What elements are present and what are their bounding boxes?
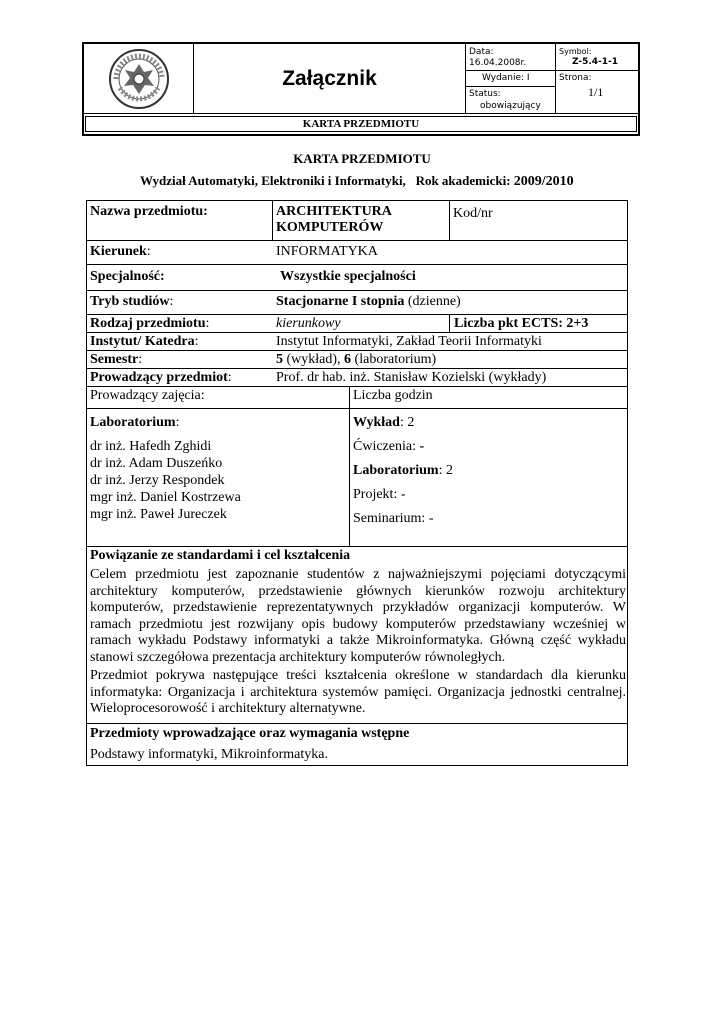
university-logo-icon bbox=[108, 48, 170, 110]
academic-year-value: 2009/2010 bbox=[513, 174, 574, 189]
code-label: Kod/nr bbox=[453, 206, 493, 221]
list-item: mgr inż. Paweł Jureczek bbox=[90, 507, 227, 522]
header-footer: KARTA PRZEDMIOTU bbox=[302, 118, 420, 130]
list-item: dr inż. Adam Duszeńko bbox=[90, 456, 223, 471]
hours-label: Liczba godzin bbox=[353, 388, 433, 403]
logo-cell bbox=[84, 44, 194, 114]
academic-year-label: Rok akademicki: bbox=[415, 173, 511, 188]
hours-exercises: Ćwiczenia: - bbox=[353, 439, 425, 454]
specialty-value: Wszystkie specjalności bbox=[280, 269, 416, 284]
hours-seminar: Seminarium: - bbox=[353, 511, 434, 526]
faculty-name: Wydział Automatyki, Elektroniki i Informatyki, bbox=[140, 173, 406, 188]
date-value: 16.04.2008r. bbox=[469, 58, 527, 68]
hours-lab: Laboratorium: 2 bbox=[353, 463, 453, 478]
document-title: KARTA PRZEDMIOTU bbox=[293, 151, 431, 166]
subject-name-line1: ARCHITEKTURA bbox=[276, 204, 392, 219]
type-value: kierunkowy bbox=[276, 316, 341, 331]
date-label: Data: bbox=[469, 47, 494, 57]
direction-row: Kierunek: bbox=[90, 244, 151, 259]
lecturer-row: Prowadzący przedmiot: bbox=[90, 370, 232, 385]
edition: Wydanie: I bbox=[482, 73, 530, 83]
prerequisites-value: Podstawy informatyki, Mikroinformatyka. bbox=[90, 747, 328, 762]
semester-row: Semestr: bbox=[90, 352, 143, 367]
header-meta-cell bbox=[466, 44, 556, 114]
hours-project: Projekt: - bbox=[353, 487, 406, 502]
list-item: mgr inż. Daniel Kostrzewa bbox=[90, 490, 241, 505]
institute-value: Instytut Informatyki, Zakład Teorii Informatyki bbox=[276, 334, 542, 349]
page-value: 1/1 bbox=[588, 85, 604, 99]
symbol-value: Z-5.4-1-1 bbox=[572, 57, 619, 67]
mode-value: Stacjonarne I stopnia (dzienne) bbox=[276, 294, 461, 309]
lecturer-value: Prof. dr hab. inż. Stanisław Kozielski (wykłady) bbox=[276, 370, 547, 385]
semester-value: 5 (wykład), 6 (laboratorium) bbox=[276, 352, 437, 367]
mode-row: Tryb studiów: bbox=[90, 294, 174, 309]
institute-row: Instytut/ Katedra: bbox=[90, 334, 199, 349]
subject-card-table bbox=[86, 200, 628, 766]
list-item: dr inż. Hafedh Zghidi bbox=[90, 439, 212, 454]
standards-paragraph-2: Przedmiot pokrywa następujące treści kształcenia określone w standardach dla kierunku informatyka: Organizacja i architektura systemów pamięci. Organizacja jednostki centralnej. Wieloprocesorowość i architektury alternatywne. bbox=[90, 668, 626, 717]
header-symbol-cell bbox=[556, 44, 638, 114]
lab-row: Laboratorium: bbox=[90, 415, 180, 430]
subject-label: Nazwa przedmiotu: bbox=[90, 204, 208, 219]
ects-value: Liczba pkt ECTS: 2+3 bbox=[454, 316, 589, 331]
subject-name-line2: KOMPUTERÓW bbox=[276, 220, 384, 235]
direction-value: INFORMATYKA bbox=[276, 244, 378, 259]
prerequisites-heading: Przedmioty wprowadzające oraz wymagania wstępne bbox=[90, 726, 410, 741]
hours-lecture: Wykład: 2 bbox=[353, 415, 415, 430]
page-label: Strona: bbox=[559, 73, 592, 83]
staff-label: Prowadzący zajęcia: bbox=[90, 388, 205, 403]
header-title: Załącznik bbox=[194, 44, 466, 114]
type-row: Rodzaj przedmiotu: bbox=[90, 316, 210, 331]
list-item: dr inż. Jerzy Respondek bbox=[90, 473, 225, 488]
symbol-label: Symbol: bbox=[559, 47, 592, 56]
document-header bbox=[82, 42, 640, 136]
standards-heading: Powiązanie ze standardami i cel kształcenia bbox=[90, 548, 351, 563]
standards-paragraph-1: Celem przedmiotu jest zapoznanie studentów z najważniejszymi pojęciami dotyczącymi architektury komputerów, przedstawienie głównych kierunków rozwoju architektury komputerów, przedstawienie reprezentatywnych przykładów organizacji komputerów. W ramach przedmiotu jest rozwijany opis budowy komputerów przedstawiany wcześniej w ramach wykładu Podstawy informatyki a także Mikroinformatyka. Główną część wykładu stanowi szczegółowa prezentacja architektury komputerów równoległych. bbox=[90, 567, 626, 665]
status-value: obowiązujący bbox=[480, 101, 541, 111]
faculty-line bbox=[140, 173, 574, 190]
specialty-label: Specjalność: bbox=[90, 269, 165, 284]
status-label: Status: bbox=[469, 89, 501, 99]
